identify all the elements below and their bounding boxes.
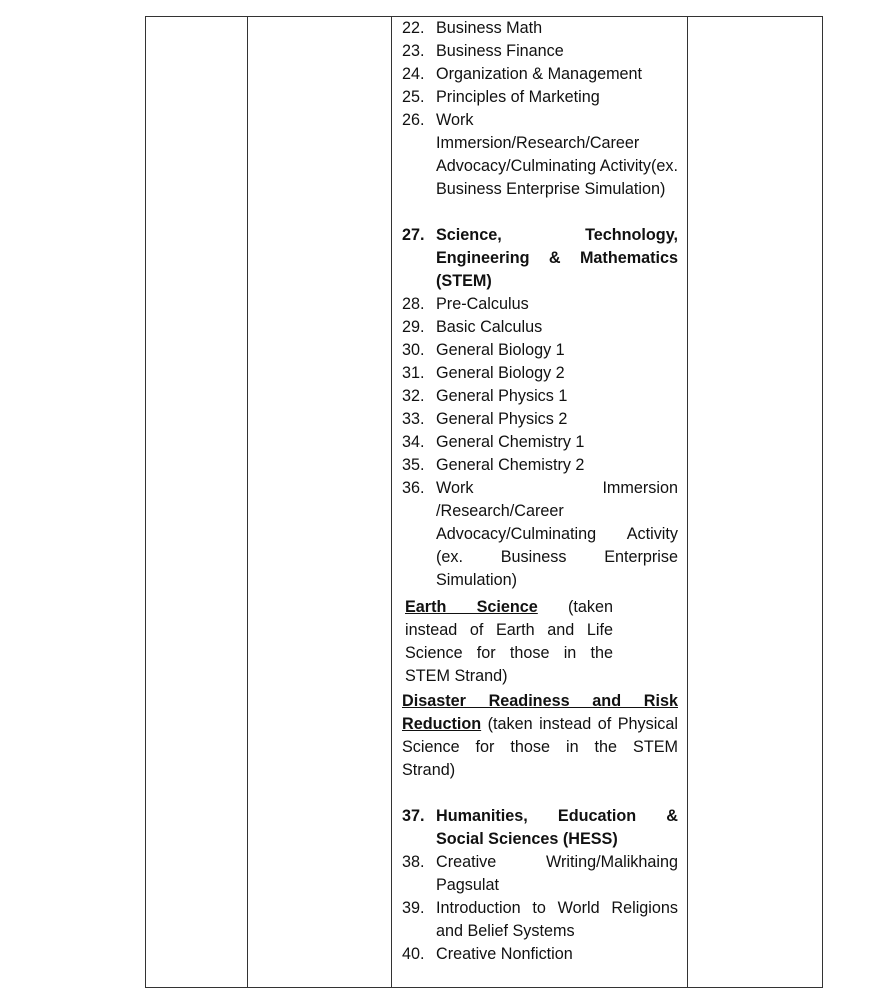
column-divider [247,17,248,987]
subjects-column [402,17,678,966]
list-item: 36. Work Immersion /Research/Career Advocacy/Culminating Activity (ex. Business Enterprise Simulation) [402,479,678,589]
list-item: 38. Creative Writing/Malikhaing Pagsulat [402,853,678,894]
list-item: 22. Business Math [402,19,543,37]
subjects-table [145,16,823,988]
disaster-readiness-note: Disaster Readiness and Risk Reduction (taken instead of Physical Science for those in the STEM Strand) [402,692,678,779]
list-item: 26. Work Immersion/Research/Career Advocacy/Culminating Activity(ex. Business Enterprise Simulation) [402,111,679,198]
earth-science-title: Earth Science [405,598,538,616]
strand-heading-hess: 37. Humanities, Education & Social Sciences (HESS) [402,807,678,848]
list-item: 39. Introduction to World Religions and Belief Systems [402,899,678,940]
list-item: 30. General Biology 1 [402,341,565,359]
list-item: 40. Creative Nonfiction [402,945,573,963]
list-item: 25. Principles of Marketing [402,88,600,106]
list-item: 34. General Chemistry 1 [402,433,585,451]
strand-heading-stem: 27. Science, Technology, Engineering & Mathematics (STEM) [402,226,678,290]
list-item: 33. General Physics 2 [402,410,568,428]
list-item: 24. Organization & Management [402,65,643,83]
list-item: 31. General Biology 2 [402,364,565,382]
column-divider [687,17,688,987]
list-item: 23. Business Finance [402,42,564,60]
column-divider [391,17,392,987]
list-item: 32. General Physics 1 [402,387,568,405]
list-item: 28. Pre-Calculus [402,295,529,313]
earth-science-note: Earth Science (taken instead of Earth and Life Science for those in the STEM Strand) [405,598,613,685]
list-item: 29. Basic Calculus [402,318,543,336]
disaster-readiness-title: Disaster Readiness and Risk Reduction [402,692,678,733]
list-item: 35. General Chemistry 2 [402,456,585,474]
